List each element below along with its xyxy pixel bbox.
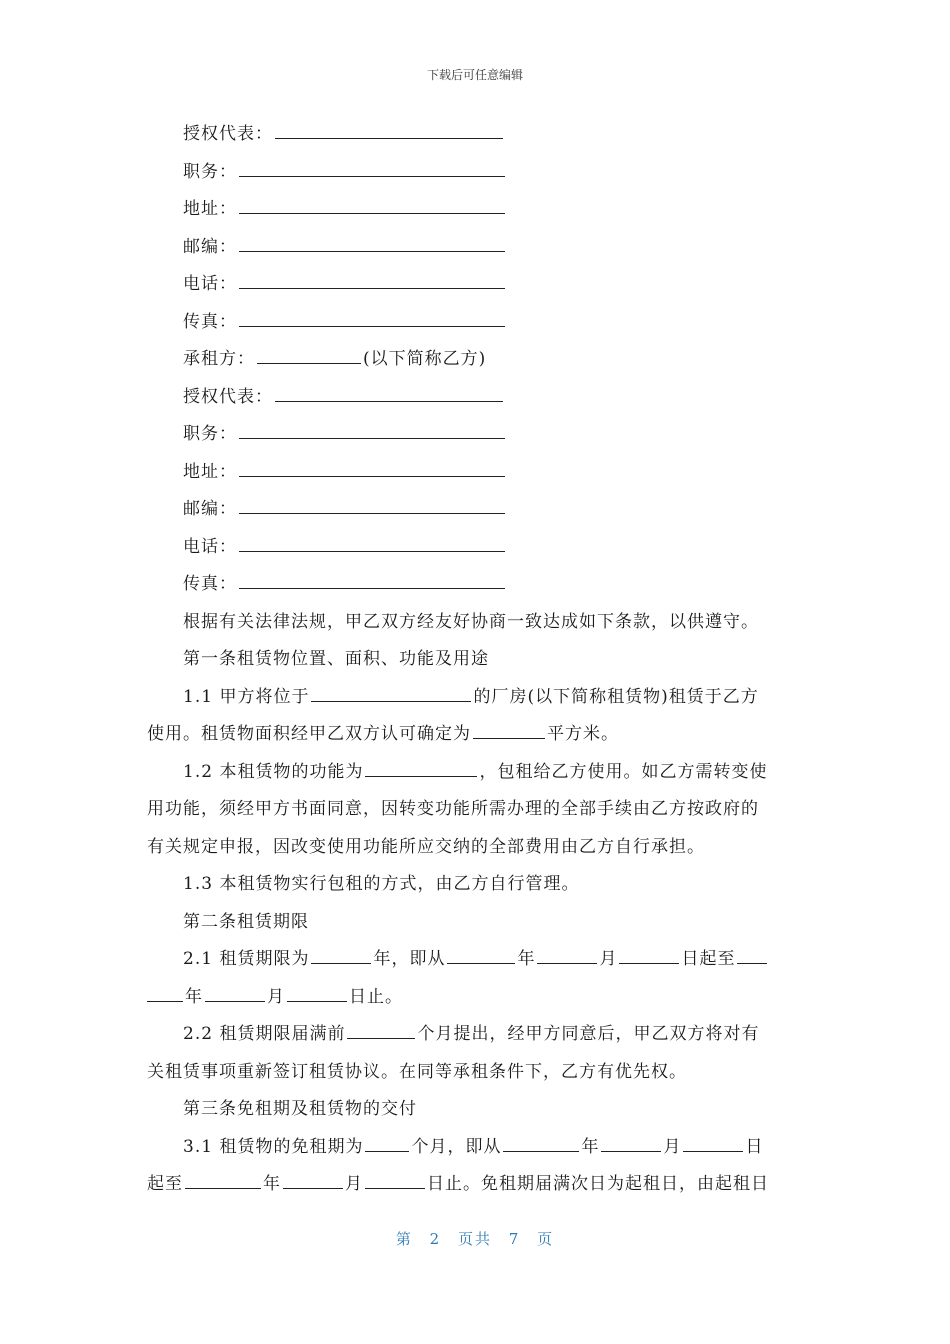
article-2-2-line-1 (147, 1016, 807, 1054)
text-segment: 年 (581, 1136, 600, 1157)
field-label: 地址： (183, 461, 237, 482)
blank-line (239, 494, 505, 514)
article-1-2-line-3: 有关规定申报，因改变使用功能所应交纳的全部费用由乙方自行承担。 (147, 836, 705, 857)
blank-line (365, 1132, 409, 1152)
field-label: 职务： (183, 424, 237, 444)
blank-line (737, 944, 767, 964)
lessor-title-row (147, 154, 807, 192)
article-2-1-line-1 (147, 941, 807, 979)
blank-line (239, 232, 505, 252)
text-segment: 2.2 租赁期限届满前 (183, 1024, 346, 1044)
text-segment: 月 (663, 1136, 682, 1157)
blank-line (257, 344, 361, 364)
article-2-2-line-2: 关租赁事项重新签订租赁协议。在同等承租条件下，乙方有优先权。 (147, 1061, 687, 1082)
blank-line (239, 532, 505, 552)
blank-line (503, 1132, 579, 1152)
text-segment: 1.1 甲方将位于 (183, 686, 310, 707)
page-footer (0, 1228, 950, 1249)
blank-line (239, 194, 505, 214)
text-segment: 年，即从 (373, 949, 446, 969)
document-body (147, 116, 807, 1204)
article-1-1-line-2 (147, 716, 807, 754)
blank-line (239, 157, 505, 177)
blank-line (365, 1169, 425, 1189)
lessee-fax-row (147, 566, 807, 604)
blank-line (683, 1132, 743, 1152)
article-3-1-line-2 (147, 1166, 807, 1204)
blank-line (275, 119, 503, 139)
blank-line (365, 757, 477, 777)
text-segment: ，包租给乙方使用。如乙方需转变使 (479, 761, 768, 782)
article-1-1-line-1 (147, 679, 807, 717)
article-1-2-line-1 (147, 754, 807, 792)
blank-line (537, 944, 597, 964)
lessee-rep-row (147, 379, 807, 417)
blank-line (601, 1132, 661, 1152)
lessee-suffix: (以下简称乙方) (363, 349, 487, 369)
field-label: 传真： (183, 574, 237, 594)
text-segment: 年 (263, 1174, 281, 1194)
field-label: 电话： (183, 536, 237, 557)
text-segment: 1.2 本租赁物的功能为 (183, 761, 364, 782)
field-label: 电话： (183, 274, 237, 294)
text-segment: 个月，即从 (411, 1136, 502, 1157)
field-label: 邮编： (183, 499, 237, 519)
lessor-fax-row (147, 304, 807, 342)
blank-line (283, 1169, 343, 1189)
blank-line (311, 944, 371, 964)
lessee-label: 承租方： (183, 349, 255, 369)
text-segment: 日起至 (681, 949, 736, 969)
intro-paragraph: 根据有关法律法规，甲乙双方经友好协商一致达成如下条款，以供遵守。 (183, 611, 759, 632)
article-3-title: 第三条免租期及租赁物的交付 (183, 1099, 417, 1119)
blank-line (311, 682, 471, 702)
page-number: 2 (429, 1230, 442, 1248)
lessee-row (147, 341, 807, 379)
field-label: 职务： (183, 161, 237, 182)
text-segment: 月 (599, 949, 618, 969)
blank-line (287, 982, 347, 1002)
of-label: 页共 (457, 1230, 492, 1248)
header-note: 下载后可任意编辑 (426, 68, 523, 82)
lessor-rep-row (147, 116, 807, 154)
text-segment: 使用。租赁物面积经甲乙双方认可确定为 (147, 724, 471, 744)
article-3-1-line-1 (147, 1129, 807, 1167)
page-suffix: 页 (537, 1230, 555, 1248)
article-1-3: 1.3 本租赁物实行包租的方式，由乙方自行管理。 (183, 874, 580, 894)
article-1-2-line-2: 用功能，须经甲方书面同意，因转变功能所需办理的全部手续由乙方按政府的 (147, 799, 759, 819)
blank-line (239, 419, 505, 439)
blank-line (239, 269, 505, 289)
page-label: 第 (395, 1230, 413, 1248)
blank-line (239, 569, 505, 589)
blank-line (347, 1019, 415, 1039)
text-segment: 日止。 (349, 986, 403, 1007)
field-label: 地址： (183, 199, 237, 219)
lessor-phone-row (147, 266, 807, 304)
total-pages: 7 (508, 1230, 521, 1248)
lessee-address-row (147, 454, 807, 492)
text-segment: 3.1 租赁物的免租期为 (183, 1136, 364, 1157)
text-segment: 日 (745, 1136, 764, 1157)
text-segment: 的厂房(以下简称租赁物)租赁于乙方 (473, 686, 759, 707)
blank-line (239, 457, 505, 477)
text-segment: 起至 (147, 1174, 183, 1194)
text-segment: 个月提出，经甲方同意后，甲乙双方将对有 (417, 1024, 760, 1044)
blank-line (447, 944, 515, 964)
lessor-postcode-row (147, 229, 807, 267)
field-label: 授权代表： (183, 124, 273, 144)
text-segment: 月 (345, 1174, 363, 1194)
article-2-title: 第二条租赁期限 (183, 911, 309, 932)
blank-line (185, 1169, 261, 1189)
blank-line (473, 719, 545, 739)
text-segment: 日止。免租期届满次日为起租日，由起租日 (427, 1174, 769, 1194)
article-2-1-line-2 (147, 979, 807, 1017)
article-1-title: 第一条租赁物位置、面积、功能及用途 (183, 649, 489, 669)
text-segment: 2.1 租赁期限为 (183, 949, 310, 969)
text-segment: 月 (267, 986, 285, 1007)
blank-line (205, 982, 265, 1002)
blank-line (239, 307, 505, 327)
text-segment: 年 (185, 986, 203, 1007)
lessee-title-row (147, 416, 807, 454)
text-segment: 平方米。 (547, 724, 619, 744)
field-label: 邮编： (183, 236, 237, 257)
lessor-address-row (147, 191, 807, 229)
lessee-phone-row (147, 529, 807, 567)
blank-line (619, 944, 679, 964)
field-label: 授权代表： (183, 386, 273, 407)
blank-line (275, 382, 503, 402)
text-segment: 年 (517, 949, 536, 969)
field-label: 传真： (183, 311, 237, 332)
lessee-postcode-row (147, 491, 807, 529)
blank-line (147, 982, 183, 1002)
